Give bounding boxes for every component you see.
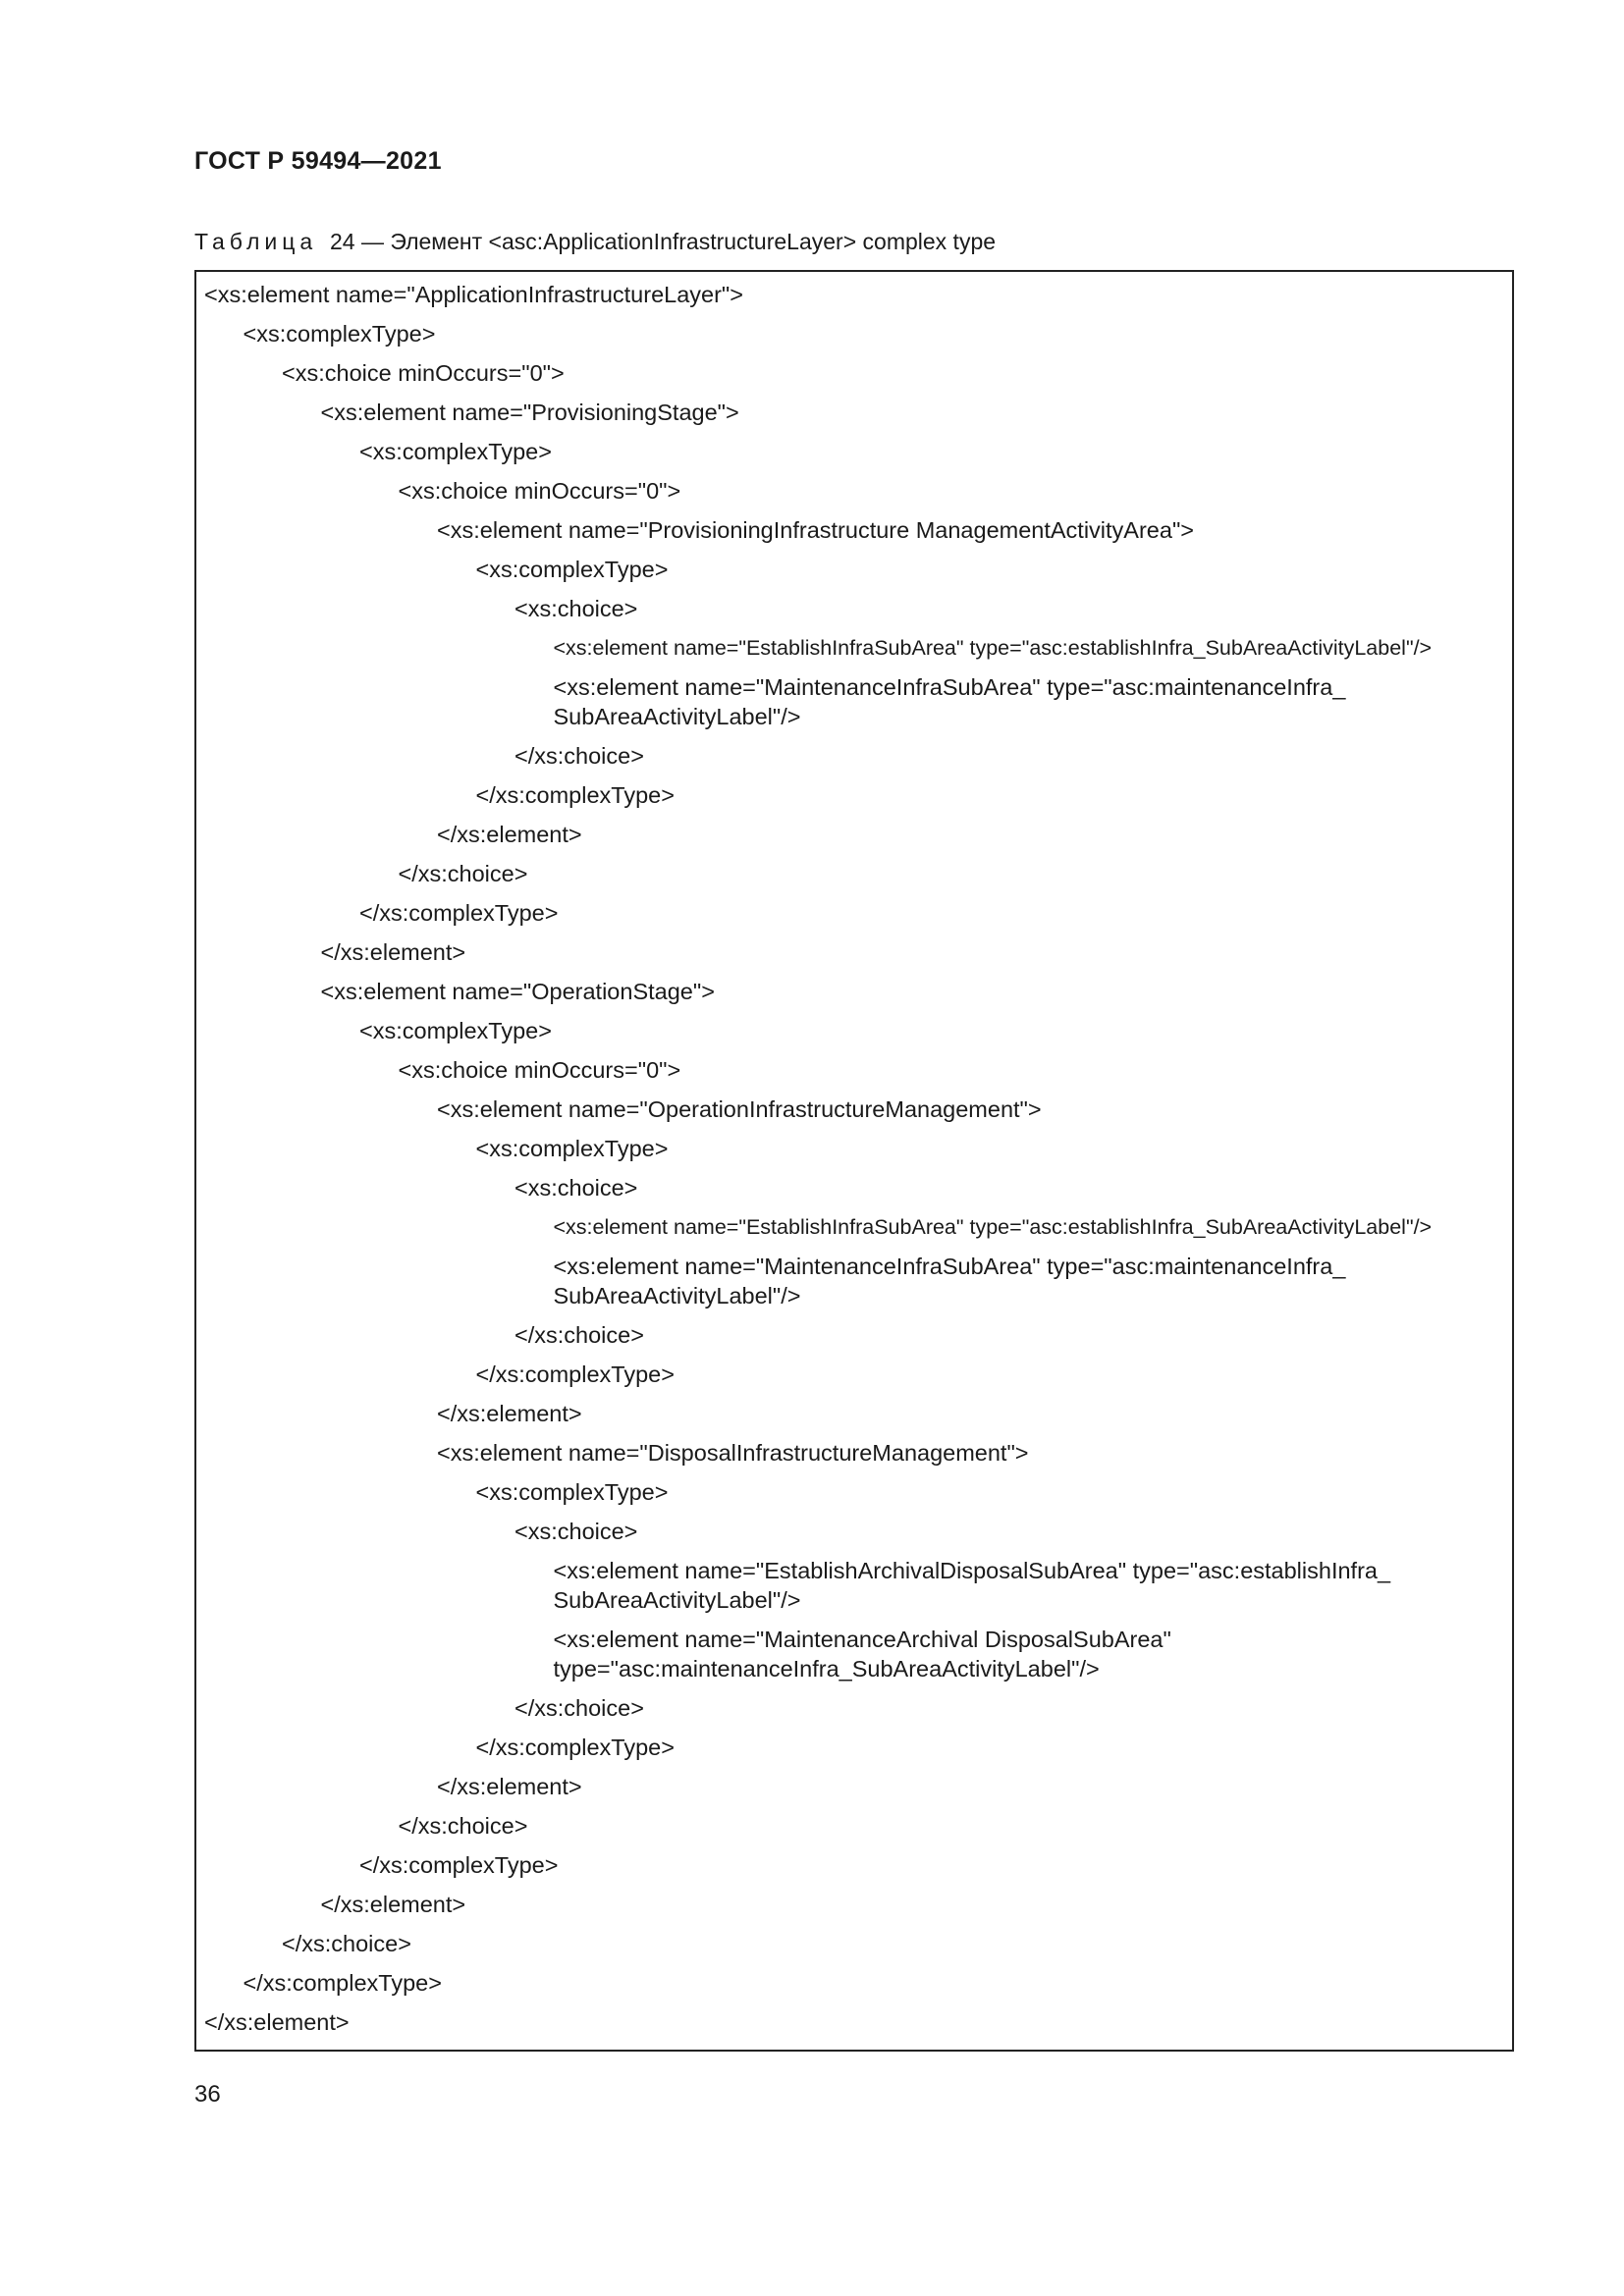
code-line: <xs:element name="ApplicationInfrastructureLayer"> (204, 282, 743, 307)
code-line: </xs:choice> (282, 1931, 411, 1956)
code-line: <xs:complexType> (359, 439, 552, 464)
code-line: <xs:choice minOccurs="0"> (282, 360, 565, 386)
code-line: <xs:element name="EstablishInfraSubArea" type="asc:establishInfra_SubAreaActivityLabel"/> (553, 1215, 1433, 1239)
code-line: </xs:complexType> (359, 900, 559, 926)
document-standard-header: ГОСТ Р 59494—2021 (194, 147, 442, 175)
code-line: </xs:complexType> (359, 1852, 559, 1878)
code-line: SubAreaActivityLabel"/> (553, 704, 801, 729)
code-line: SubAreaActivityLabel"/> (553, 1283, 801, 1308)
table-caption-title: 24 — Элемент <asc:ApplicationInfrastructureLayer> complex type (329, 229, 997, 254)
code-line: </xs:choice> (514, 1322, 644, 1348)
code-line: <xs:complexType> (475, 1479, 669, 1505)
code-line: </xs:element> (437, 822, 582, 847)
code-line: SubAreaActivityLabel"/> (553, 1587, 801, 1613)
code-line: <xs:choice> (514, 1519, 638, 1544)
code-line: <xs:element name="OperationStage"> (320, 979, 715, 1004)
code-line: </xs:complexType> (475, 1735, 675, 1760)
code-line: <xs:element name="MaintenanceArchival DisposalSubArea" (553, 1627, 1171, 1652)
code-line: </xs:complexType> (475, 782, 675, 808)
code-line: <xs:choice minOccurs="0"> (398, 478, 681, 504)
code-line: <xs:element name="EstablishArchivalDisposalSubArea" type="asc:establishInfra_ (553, 1558, 1391, 1583)
code-line: <xs:complexType> (475, 557, 669, 582)
code-line: <xs:element name="EstablishInfraSubArea" type="asc:establishInfra_SubAreaActivityLabel"/> (553, 636, 1433, 660)
code-line: </xs:complexType> (243, 1970, 442, 1996)
code-line: <xs:choice minOccurs="0"> (398, 1057, 681, 1083)
code-line: </xs:choice> (398, 861, 528, 886)
code-line: <xs:choice> (514, 1175, 638, 1201)
table-caption (194, 229, 996, 255)
code-line: </xs:choice> (398, 1813, 528, 1839)
code-line: <xs:element name="MaintenanceInfraSubArea" type="asc:maintenanceInfra_ (553, 674, 1346, 700)
code-line: </xs:complexType> (475, 1362, 675, 1387)
code-line: <xs:element name="MaintenanceInfraSubArea" type="asc:maintenanceInfra_ (553, 1254, 1346, 1279)
code-line: </xs:element> (437, 1774, 582, 1799)
code-line: </xs:element> (320, 1892, 466, 1917)
code-line: <xs:element name="DisposalInfrastructureManagement"> (437, 1440, 1029, 1466)
page-number: 36 (194, 2081, 221, 2108)
table-caption-label: Таблица (194, 229, 318, 254)
code-line: </xs:choice> (514, 1695, 644, 1721)
code-line: <xs:element name="ProvisioningInfrastructure ManagementActivityArea"> (437, 517, 1195, 543)
code-line: <xs:complexType> (243, 321, 436, 347)
code-line: <xs:complexType> (475, 1136, 669, 1161)
code-line: </xs:element> (204, 2009, 350, 2035)
xml-schema-table (194, 270, 1514, 2052)
code-line: <xs:element name="ProvisioningStage"> (320, 400, 739, 425)
code-line: <xs:complexType> (359, 1018, 552, 1043)
code-line: type="asc:maintenanceInfra_SubAreaActivityLabel"/> (553, 1656, 1100, 1682)
code-line: </xs:choice> (514, 743, 644, 769)
code-line: </xs:element> (437, 1401, 582, 1426)
code-line: <xs:element name="OperationInfrastructureManagement"> (437, 1096, 1042, 1122)
code-line: <xs:choice> (514, 596, 638, 621)
code-line: </xs:element> (320, 939, 466, 965)
